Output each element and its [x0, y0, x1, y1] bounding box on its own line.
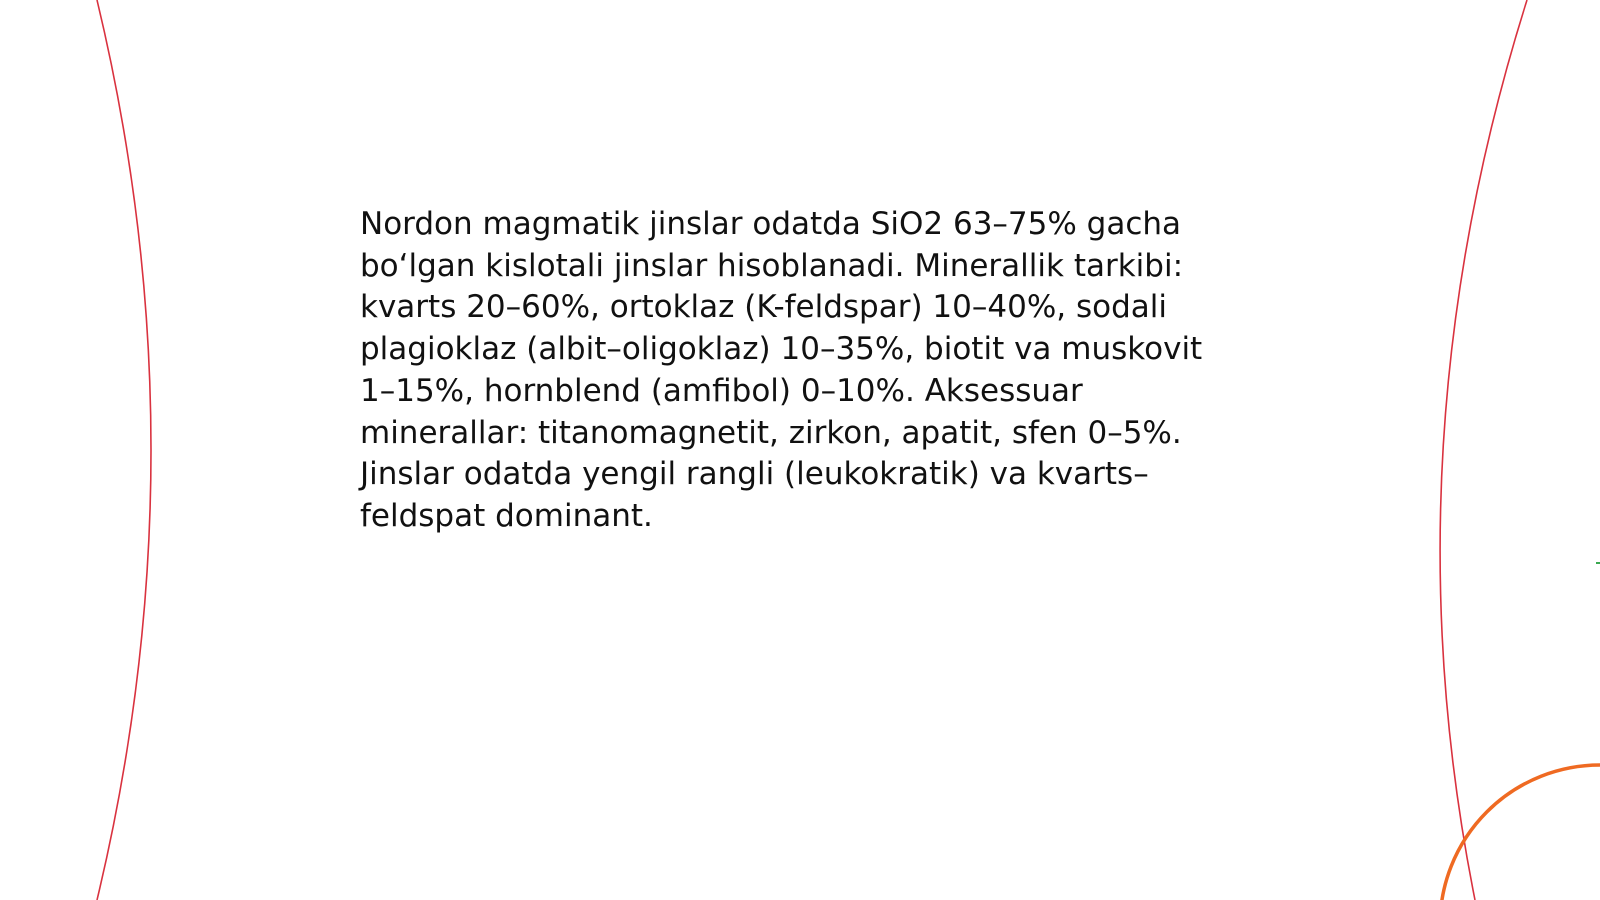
- left-curve-line: [97, 0, 151, 900]
- right-curve-line: [1440, 0, 1527, 900]
- body-paragraph: Nordon magmatik jinslar odatda SiO2 63–75% gacha bo‘lgan kislotali jinslar hisoblanadi. Minerallik tarkibi: kvarts 20–60%, ortoklaz (K-feldspar) 10–40%, sodali plagioklaz (albit–oligoklaz) 10–35%, biotit va muskovit 1–15%, hornblend (amfibol) 0–10%. Aksessuar minerallar: titanomagnetit, zirkon, apatit, sfen 0–5%. Jinslar odatda yengil rangli (leukokratik) va kvarts–feldspat dominant.: [360, 206, 1203, 534]
- orange-arc: [1440, 765, 1600, 900]
